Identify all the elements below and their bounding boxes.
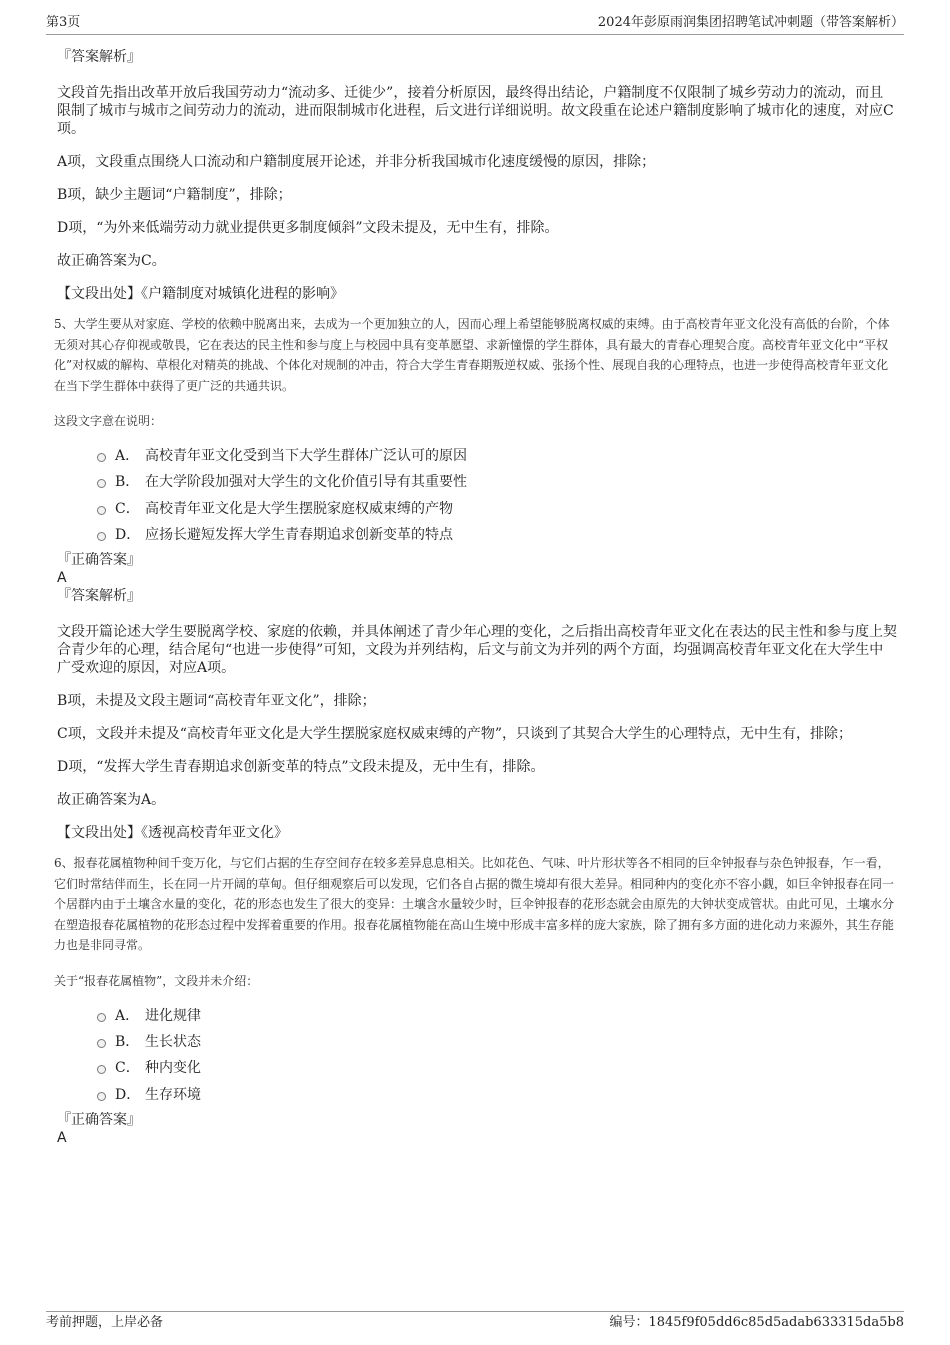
option-a[interactable] [57, 1006, 897, 1032]
passage-source: 【文段出处】《户籍制度对城镇化进程的影响》 [57, 286, 344, 302]
option-text: 应扬长避短发挥大学生青春期追求创新变革的特点 [145, 526, 453, 543]
analysis-conclusion: 故正确答案为A。 [57, 792, 166, 809]
analysis-note-d: D项，“发挥大学生青春期追求创新变革的特点”文段未提及，无中生有，排除。 [57, 759, 545, 776]
passage-source: 【文段出处】《透视高校青年亚文化》 [57, 825, 288, 842]
analysis-label: 『答案解析』 [57, 588, 141, 605]
analysis-note-c: C项，文段并未提及“高校青年亚文化是大学生摆脱家庭权威束缚的产物”，只谈到了其契合大学生的心理特点，无中生有，排除； [57, 726, 853, 743]
question-5-options [57, 446, 897, 551]
option-d[interactable] [57, 525, 897, 551]
question-6-prompt: 关于“报春花属植物”，文段并未介绍： [54, 973, 259, 988]
document-code: 编号：1845f9f05dd6c85d5adab633315da5b8 [609, 1315, 904, 1330]
question-6-text: 6、报春花属植物种间千变万化，与它们占据的生存空间存在较多差异息息相关。比如花色、气味、叶片形状等各不相同的巨伞钟报春与杂色钟报春，乍一看，它们时常结伴而生，长在同一片开阔的草甸。但仔细观察后可以发现，它们各自占据的微生境却有很大差异。相同种内的变化亦不容小觑，如巨伞钟报春在同一个居群内由于土壤含水量的变化，花的形态也发生了很大的变异：土壤含水量较少时，巨伞钟报春的花形态就会由原先的大钟状变成管状。由此可见，土壤水分在塑造报春花属植物的花形态过程中发挥着重要的作用。报春花属植物能在高山生境中形成丰富多样的庞大家族，除了拥有多方面的进化动力来源外，其生存能力也是非同寻常。 [54, 856, 895, 953]
radio-icon[interactable] [97, 453, 106, 462]
radio-icon[interactable] [97, 1092, 106, 1101]
page-header [46, 12, 904, 35]
question-5-text: 5、大学生要从对家庭、学校的依赖中脱离出来，去成为一个更加独立的人，因而心理上希望能够脱离权威的束缚。由于高校青年亚文化没有高低的台阶，个体无须对其心存仰视或敬畏，它在表达的民主性和参与度上与校园中具有变革愿望、求新憧憬的学生群体，具有最大的青春心理契合度。高校青年亚文化中“平权化”对权威的解构、草根化对精英的挑战、个体化对规制的冲击，符合大学生青春期叛逆权威、张扬个性、展现自我的心理特点，也进一步使得高校青年亚文化在当下学生群体中获得了更广泛的共通共识。 [54, 317, 890, 393]
option-c[interactable] [57, 499, 897, 525]
analysis-note-d: D项，“为外来低端劳动力就业提供更多制度倾斜”文段未提及，无中生有，排除。 [57, 220, 559, 236]
correct-answer-label: 『正确答案』 [57, 1111, 141, 1128]
correct-answer: A [57, 570, 67, 587]
analysis-note-a: A项，文段重点围绕人口流动和户籍制度展开论述，并非分析我国城市化速度缓慢的原因，排除； [57, 154, 656, 170]
option-letter: B． [115, 474, 140, 491]
option-text: 高校青年亚文化受到当下大学生群体广泛认可的原因 [145, 448, 467, 464]
radio-icon[interactable] [97, 532, 106, 541]
option-b[interactable] [57, 472, 897, 498]
radio-icon[interactable] [97, 1013, 106, 1022]
option-text: 种内变化 [145, 1060, 201, 1077]
option-letter: A． [115, 1007, 140, 1024]
correct-answer: A [57, 1129, 67, 1146]
option-letter: B． [115, 1033, 140, 1050]
radio-icon[interactable] [97, 1065, 106, 1074]
radio-icon[interactable] [97, 506, 106, 515]
option-text: 高校青年亚文化是大学生摆脱家庭权威束缚的产物 [145, 500, 453, 517]
correct-answer-label: 『正确答案』 [57, 552, 141, 569]
page-number: 第3页 [46, 15, 81, 30]
page-content [54, 44, 897, 1147]
analysis-label: 『答案解析』 [57, 49, 141, 65]
analysis-text: 文段首先指出改革开放后我国劳动力“流动多、迁徙少”，接着分析原因，最终得出结论，户籍制度不仅限制了城乡劳动力的流动，而且限制了城市与城市之间劳动力的流动，进而限制城市化进程，后文进行详细说明。故文段重在论述户籍制度影响了城市化的速度，对应C项。 [57, 85, 894, 137]
option-b[interactable] [57, 1032, 897, 1058]
question-5-prompt: 这段文字意在说明： [54, 414, 163, 428]
radio-icon[interactable] [97, 1039, 106, 1048]
footer-slogan: 考前押题，上岸必备 [46, 1315, 164, 1330]
option-text: 生存环境 [145, 1086, 201, 1103]
page-footer [46, 1311, 904, 1334]
option-a[interactable] [57, 446, 897, 472]
question-6-options [57, 1006, 897, 1111]
option-c[interactable] [57, 1058, 897, 1084]
option-text: 进化规律 [145, 1007, 201, 1024]
option-letter: D． [115, 526, 141, 543]
option-letter: D． [115, 1086, 141, 1103]
option-letter: C． [115, 500, 140, 517]
option-letter: C． [115, 1060, 140, 1077]
analysis-text: 文段开篇论述大学生要脱离学校、家庭的依赖，并具体阐述了青少年心理的变化，之后指出高校青年亚文化在表达的民主性和参与度上契合青少年的心理，结合尾句“也进一步使得”可知，文段为并列结构，后文与前文为并列的两个方面，均强调高校青年亚文化在大学生中广受欢迎的原因，对应A项。 [57, 624, 897, 677]
analysis-conclusion: 故正确答案为C。 [57, 253, 166, 269]
option-text: 在大学阶段加强对大学生的文化价值引导有其重要性 [145, 474, 467, 491]
radio-icon[interactable] [97, 479, 106, 488]
analysis-note-b: B项，未提及文段主题词“高校青年亚文化”，排除； [57, 693, 376, 710]
document-title: 2024年彭原雨润集团招聘笔试冲刺题（带答案解析） [597, 15, 904, 30]
option-letter: A． [115, 448, 140, 464]
analysis-note-b: B项，缺少主题词“户籍制度”，排除； [57, 187, 292, 203]
option-d[interactable] [57, 1085, 897, 1111]
option-text: 生长状态 [145, 1033, 201, 1050]
